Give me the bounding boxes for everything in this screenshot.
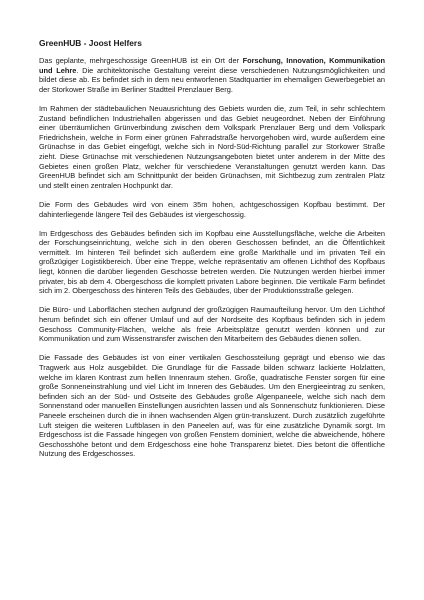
intro-bold-keywords: Forschung, Innovation, Kommunikation und Lehre [39, 56, 385, 75]
paragraph-office-lab: Die Büro- und Laborflächen stechen aufgrund der großzügigen Raumaufteilung hervor. Um den Lichthof herum befindet sich ein offener Umlauf und auf der Nordseite des Kopfbaus befinden sich in jedem Geschoss Community-Flächen, welche als freie Arbeitsplätze genutzt werden können und zur Kommunikation und zum Wissenstransfer zwischen den Mitarbeitern des Gebäudes dienen sollen. [39, 305, 385, 344]
paragraph-building-form: Die Form des Gebäudes wird von einem 35m hohen, achtgeschossigen Kopfbau bestimmt. Der dahinterliegende längere Teil des Gebäudes ist viergeschossig. [39, 199, 385, 219]
intro-paragraph [39, 56, 385, 94]
paragraph-ground-floor: Im Erdgeschoss des Gebäudes befinden sich im Kopfbau eine Ausstellungsfläche, welche die Arbeiten der Forschungseinrichtung, welche sich in den oberen Geschossen befindet, an die Öffentlichkeit vermittelt. Im hinteren Teil befindet sich außerdem eine große Markthalle und im privaten Teil ein großzügiger Logistikbereich. Über eine Treppe, welche repräsentativ am offenen Lichthof des Kopfbaus liegt, können die darüber liegenden Geschosse betreten werden. Die Nutzungen werden hierbei immer privater, bis ab dem 4. Obergeschoss die komplett privaten Labore beginnen. Die vertikale Farm befindet sich im 2. Obergeschoss des hinteren Teils des Gebäudes, über der Produktionsstraße gelegen. [39, 228, 385, 296]
paragraph-facade: Die Fassade des Gebäudes ist von einer vertikalen Geschossteilung geprägt und ebenso wie das Tragwerk aus Holz ausgebildet. Die Grundlage für die Fassade bilden schwarz lackierte Holzlatten, welche im klaren Kontrast zum hellen Innenraum stehen. Große, quadratische Fenster sorgen für eine große Sonneneinstrahlung und viel Licht im Inneren des Gebäudes. Um den Energieeintrag zu senken, befinden sich an der Süd- und Ostseite des Gebäudes große Algenpaneele, welche sich nach dem Sonnenstand oder manuellen Einstellungen ausrichten lassen und als Sonnenschutz funktionieren. Diese Paneele erscheinen durch die in ihnen wachsenden Algen grün-transluzent. Durch zusätzlich zugeführte Luft steigen die weiteren Luftblasen in den Paneelen auf, was für eine zusätzliche Dynamik sorgt. Im Erdgeschoss ist die Fassade hingegen von großen Fenstern dominiert, welche die abweichende, höhere Geschosshöhe betont und dem Erdgeschoss eine hohe Transparenz bietet. Dies betont die öffentliche Nutzung des Erdgeschosses. [39, 353, 385, 459]
intro-text-end: . Die architektonische Gestaltung vereint diese verschiedenen Nutzungsmöglichkeiten und bildet diese ab. Es befindet sich in dem neu entworfenen Stadtquartier im ehemaligen Gewerbegebiet an der Storkower Straße im Berliner Stadtteil Prenzlauer Berg. [39, 65, 385, 94]
paragraph-urban-context: Im Rahmen der städtebaulichen Neuausrichtung des Gebiets wurden die, zum Teil, in sehr schlechtem Zustand befindlichen Industriehallen abgerissen und das Gebiet neugeordnet. Neben der Einführung einer überräumlichen Grünverbindung zwischen dem Volkspark Prenzlauer Berg und dem Volkspark Friedrichshein, welche in Form einer grünen Fahrradstraße hervorgehoben wird, wurde außerdem eine Grünachse in das Gebiet eingefügt, welche sich in Nord-Süd-Richtung parallel zur Storkower Straße zieht. Diese Grünachse mit verschiedenen Nutzungsangeboten bietet unter anderem in der Mitte des Gebietes einen großen Platz, welcher für verschiedene Veranstaltungen genutzt werden kann. Das GreenHUB befindet sich am Schnittpunkt der beiden Grünachsen, mit Sichtbezug zum zentralen Platz und stellt einen zentralen Hochpunkt dar. [39, 103, 385, 190]
document-page [39, 38, 385, 469]
intro-text-start: Das geplante, mehrgeschossige GreenHUB ist ein Ort der [39, 56, 243, 65]
document-title: GreenHUB - Joost Helfers [39, 38, 142, 48]
